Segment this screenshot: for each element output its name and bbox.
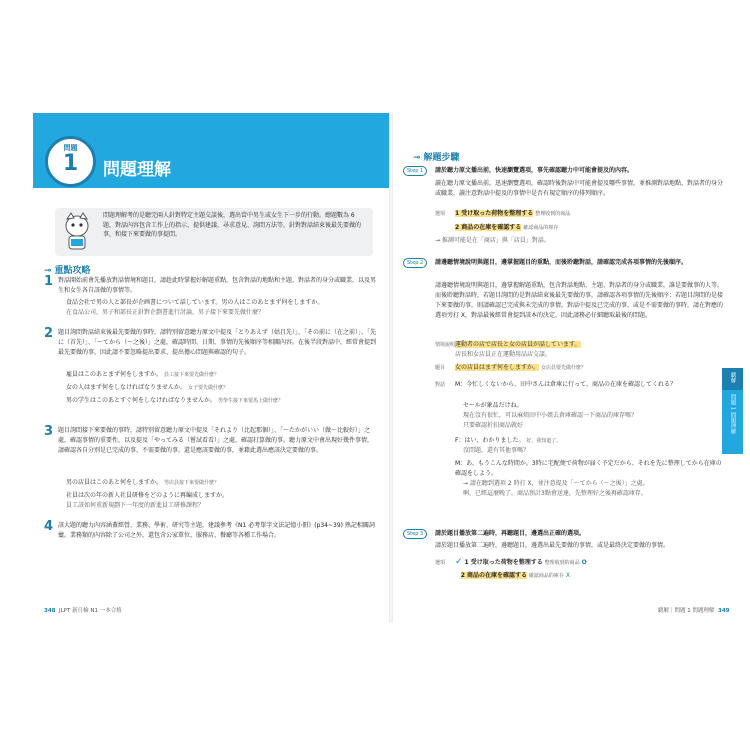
point-number: 2 (44, 326, 54, 341)
intro-box (55, 208, 373, 256)
dialogue-zh: 只要確認折扣商品就好 (463, 422, 524, 429)
section-heading: ⊸ 重點攻略 (44, 266, 91, 276)
answer-row: 選項 ✓ 1 受け取った荷物を整理する 整理收到的商品 O (435, 557, 587, 567)
point-example: 雇員はこのあとまず何をしますか。 員工接下來要先做什麼？ (66, 371, 219, 378)
section-heading: ⊸ 解題步驟 (413, 153, 460, 163)
chapter-header (33, 113, 390, 188)
situation-zh: 店長和女店員正在運動用品店交談。 (455, 351, 552, 358)
step-badge: Step 1 (403, 166, 427, 176)
wrong-mark: X (565, 572, 570, 579)
point-example-zh: 員工該如何重新規劃下一年度的新進員工研修課程？ (66, 502, 205, 509)
book-spread (33, 113, 743, 623)
step-body: 讀在聽力原文播出前，迅速瀏覽選項，確認時後對話中可能會提及哪些事情，並推測對話地點、對話者的身分或職業，讀注意對話中提及的事情中是否有規定順序的排列順序。 (435, 180, 724, 197)
step-badge: Step 3 (403, 529, 427, 539)
right-page (393, 113, 743, 623)
dialogue-note: → 請在聽到選項 2 時打 X，並注意提及「～てから（～之後）」之處。 (463, 480, 649, 487)
correct-mark: O (581, 559, 587, 566)
side-tab-label: 問題 1 問題理解 (729, 394, 736, 434)
point-example: 女の人はまず何をしなければなりませんか。 女子要先做什麼？ (66, 384, 228, 391)
point-text: 題目詢問接下來要做的事時，請特別留意聽力原文中提及「それより（比起那個）」、「～たかがいい（做～比較好）」之處，確認事情的重要性，以及提及「やってみる（嘗試看看）」之處，確認打算做的事。聽力原文中會出現好幾件事情，請確認各自分別是已完成的事、不需要做的事，還是應該要做的事，並藉此選出應該決定要做的事。 (58, 427, 374, 454)
point-example: 食品会社で男の人と部長が企画書について話しています。男の人はこのあとまず何をしますか。 (66, 299, 324, 306)
chapter-badge (45, 136, 96, 187)
point-text: 題目詢問對話結束後最先要做的事時，請特別留意聽力原文中提及「とりあえず（姑且先）」、「その前に（在之前）」、「先に（首先）」、「～てから（～之後）」之處，確認時間、日期、事情的先後順序等相關內容。在後半段對話中，經常會提到最先要做的事，因此請不要忽略提出要求、提出擔心問題與確認的句子。 (58, 329, 377, 356)
step-body: 請於題目播放第二遍時，邊聽題目，邊選出最先要做的事情，或是最終決定要做的事情。 (435, 542, 670, 549)
dialogue-zh: 現在沒有很忙，可以麻煩田中小姐去倉庫確認一下商品的庫存嗎？ (463, 412, 638, 419)
dialogue-zh: 啊，已經這麼晚了。商品預計3點會送達，先整理好之後再確認庫存。 (463, 490, 647, 497)
section-marker-icon: ⊸ (44, 266, 52, 276)
point-example-zh: 在食品公司，男子和部長正針對企劃書進行討論，男子接下來要先做什麼？ (66, 309, 265, 316)
dialogue-f1: セールが象品だけね。 (463, 402, 523, 409)
point-example: 男の学生はこのあとすぐ何をしなければなりませんか。 男學生接下來要馬上做什麼？ (66, 397, 283, 404)
side-tab-top: 聽解 (722, 368, 743, 390)
step-heading: 請於題目播放第二遍時，再聽題目，邊選出正確的選項。 (435, 530, 586, 537)
question-row: 題目 女の店員はまず何をしますか。 女店員要先做什麼？ (435, 364, 586, 371)
point-example: 男の店員はこのあと何をしますか。 男店員接下來要做什麼？ (66, 479, 219, 486)
side-tab[interactable] (722, 368, 743, 454)
left-page (33, 113, 390, 623)
dialogue-m1: 對話 M：今忙しくないから、田中さんは倉庫に行って、商品の在庫を確認してくれる？ (435, 381, 677, 388)
step-heading: 請邊聽情境說明與題目，邊掌握題目的重點，而後聆聽對話，請確認完成各項事情的先後順序。 (435, 259, 688, 266)
check-icon: ✓ (455, 557, 463, 567)
answer-row: 2 商品の在庫を確認する 確認商品的庫存 X (460, 572, 570, 579)
dialogue-zh: 沒問題，還有其他事嗎？ (463, 447, 530, 454)
step-badge: Step 2 (403, 258, 427, 268)
badge-number: 1 (62, 151, 79, 176)
page-footer-right: 聽解｜問題 1 問題理解 349 (658, 608, 730, 614)
mascot-icon (61, 212, 93, 252)
option-row: 選項 1 受け取った荷物を整理する 整理收到的商品 (435, 210, 571, 217)
point-example: 社員は次の年の新人社員研修をどのように再編成しますか。 (66, 492, 229, 499)
intro-text: 問題理解考的是聽完兩人針對特定主題交談後，選出當中男生或女生下一步的行動。總題數為 6 題，對話內容包含工作上的指示、提供建議、尋求意見、詢問方法等，針對對話結束後最先要做的事，和接下來要做的事提問。 (103, 212, 362, 238)
badge-label: 問題 (63, 144, 78, 152)
section-marker-icon: ⊸ (413, 153, 421, 163)
point-number: 1 (44, 274, 54, 289)
point-text: 對話開始前會先播放對話情境和題目，請趁此時掌握好解題重點，包含對話的地點和主題、對話者的身分或職業，以及男生和女生各自該做的事情等。 (58, 277, 377, 294)
dialogue-f2: F：はい、わかりました。 好，我知道了。 (455, 437, 562, 444)
dialogue-m2: M：あ、もうこんな時間か。3時に宅配便で荷物が届く予定だから、それを先に整理してから在庫の確認をしよう。 (455, 460, 722, 477)
page-footer-left: 348 JLPT 新日檢 N1 一本合格 (44, 608, 122, 614)
step-note: → 推測可能是在「商店」與「店員」對話。 (435, 237, 550, 244)
option-row: 2 商品の在庫を確認する 確認商品的庫存 (455, 224, 559, 231)
point-number: 3 (44, 424, 54, 439)
point-text: 該大題的聽力內容涵蓋經營、業務、學術、研究等主題，建議參考《N1 必考單字文法記憶小冊》(p34~39) 熟記相關詞彙。業務類的內容除了公司之外，還包含公家單位、服務店、餐廳等各種工作場合。 (58, 522, 375, 539)
step-body: 請邊聽情境說明與題目，邊掌握解題重點，包含對話地點、主題、對話者的身分或職業，誰是要做事的人等。而後聆聽對話時，若題目詢問的是對話結束後最先要做的事，請確認各項事情的先後順序；若題目詢問的是接下來要做的事，則請確認已完成與未完成的事情。對話中提及已完成的事，或是不需要做的事時，請在對應的選項旁打 X，對話最後經常會提到該本的決定，因此請務必仔細聽取最後的問題。 (435, 282, 724, 319)
situation-row: 情境說明運動者の店で店長と女の店員が話しています。 (435, 341, 581, 348)
chapter-title: 問題理解 (103, 160, 171, 180)
step-heading: 請於聽力原文播出前，快速瀏覽選項，事先確認聽力中可能會提及的內容。 (435, 167, 634, 174)
point-number: 4 (44, 519, 54, 534)
